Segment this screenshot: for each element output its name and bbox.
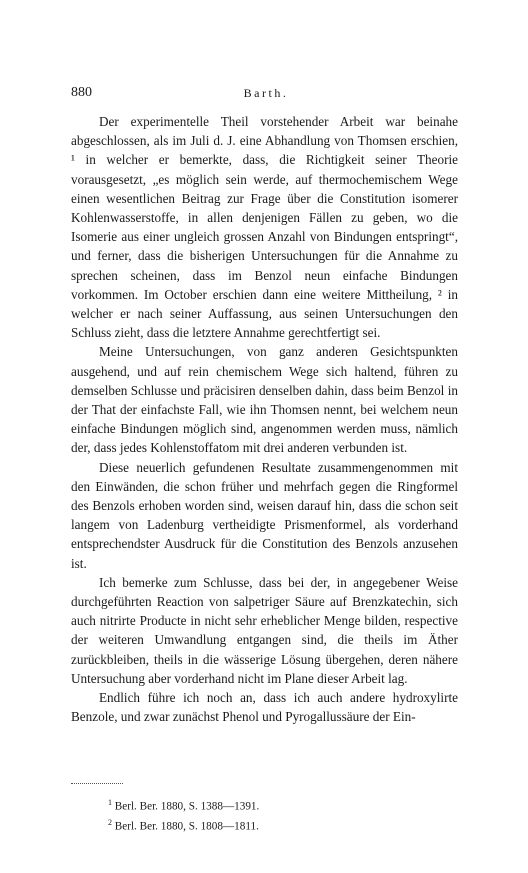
page-header [71,85,461,105]
running-head: Barth. [243,86,289,100]
footnote-marker: 2 [108,817,112,827]
page-number: 880 [71,85,92,100]
footnote-text: Berl. Ber. 1880, S. 1808—1811. [114,820,259,833]
paragraph-2: Meine Untersuchungen, von ganz anderen Gesichtspunkten ausgehend, und auf rein chemischem Wege sich haltend, führen zu demselben Schlusse und präcisiren denselben dahin, dass beim Benzol in der That der einfachste Fall, wie ihn Thomsen nennt, bei welchem neun einfache Bindungen möglich sind, angenommen werden muss, nämlich der, dass jedes Kohlenstoffatom mit drei anderen verbunden ist. [71,344,458,456]
paragraph-5: Endlich führe ich noch an, dass ich auch andere hydroxylirte Benzole, und zwar zunächst Phenol und Pyrogallussäure der Ein- [71,690,458,725]
body-text [71,112,458,727]
footnote-text: Berl. Ber. 1880, S. 1388—1391. [114,800,260,813]
paragraph-4: Ich bemerke zum Schlusse, dass bei der, in angegebener Weise durchgeführten Reaction von salpetriger Säure auf Brenzkatechin, sich auch nitrirte Producte in nicht sehr erheblicher Menge bilden, respective der weiteren Umwandlung entgangen sind, die theils im Äther zurückbleiben, theils in die wässerige Lösung übergehen, deren nähere Untersuchung aber vorderhand nicht im Plane dieser Arbeit lag. [71,574,458,686]
footnote-2 [108,815,458,835]
paragraph-3: Diese neuerlich gefundenen Resultate zusammengenommen mit den Einwänden, die schon früher und mehrfach gegen die Ringformel des Benzols erhoben worden sind, weisen darauf hin, dass die schon seit langem von Ladenburg vertheidigte Prismenformel, als vorderhand entsprechendster Ausdruck für die Constitution des Benzols anzusehen ist. [71,459,458,571]
footnote-divider [71,783,123,784]
paragraph-1: Der experimentelle Theil vorstehender Arbeit war beinahe abgeschlossen, als im Juli d. J. eine Abhandlung von Thomsen erschien, ¹ in welcher er bemerkte, dass, die Richtigkeit seiner Theorie vorausgesetzt, „es möglich sein werde, auf thermochemischem Wege einen wesentlichen Beitrag zur Frage über die Constitution isomerer Kohlenwasserstoffe, in allen denjenigen Fällen zu geben, wo die Isomerie aus einer ungleich grossen Anzahl von Bindungen entspringt“, und ferner, dass die bisherigen Untersuchungen für die Annahme zu sprechen scheinen, dass im Benzol neun einfache Bindungen vorkommen. Im October erschien dann eine weitere Mittheilung, ² in welcher er nach seiner Auffassung, aus seinen Untersuchungen den Schluss zieht, dass die letztere Annahme gerechtfertigt sei. [71,114,458,341]
footnote-1 [108,795,458,815]
footnotes [108,795,458,834]
footnote-marker: 1 [108,798,112,807]
